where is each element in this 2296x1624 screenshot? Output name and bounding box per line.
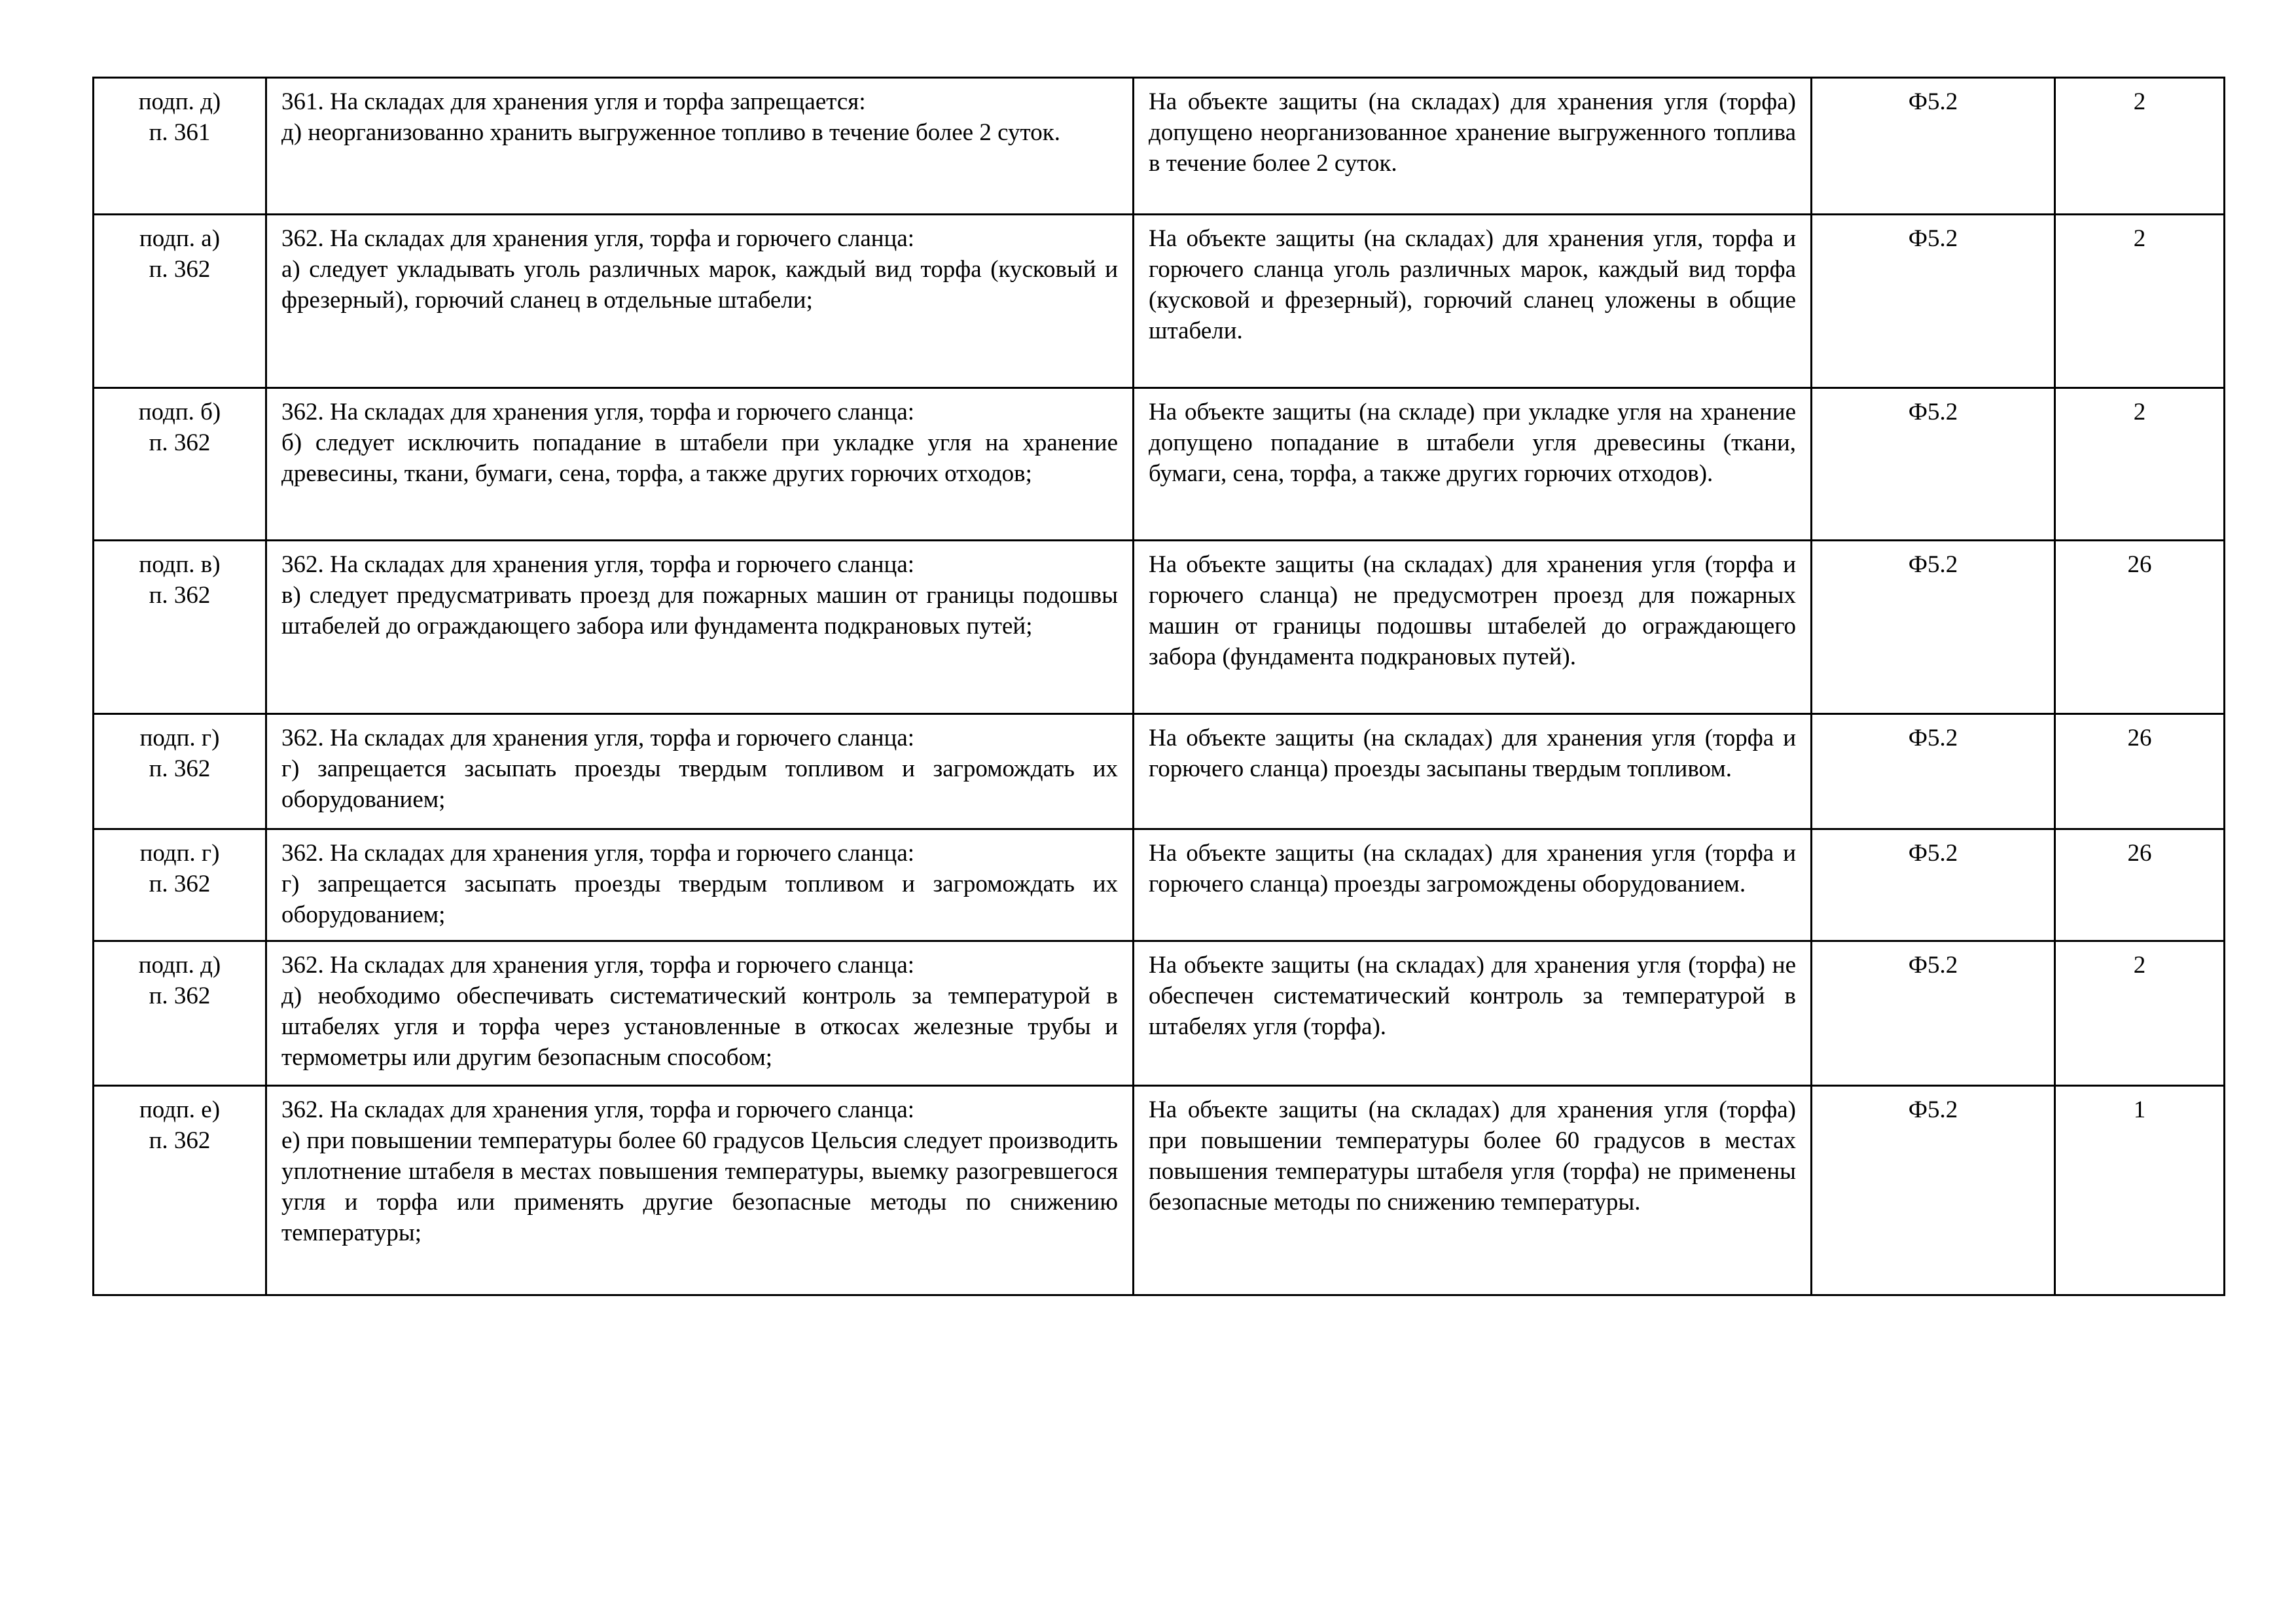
count-cell: 1: [2055, 1086, 2225, 1295]
clause-ref-cell: подп. д) п. 362: [94, 941, 266, 1086]
code-cell: Ф5.2: [1812, 388, 2055, 541]
requirement-cell: 361. На складах для хранения угля и торфа запрещается: д) неорганизованно хранить выгруженное топливо в течение более 2 суток.: [266, 78, 1134, 215]
table-row: [94, 714, 2225, 829]
violation-cell: На объекте защиты (на складах) для хранения угля (торфа и горючего сланца) проезды засыпаны твердым топливом.: [1134, 714, 1812, 829]
violation-cell: На объекте защиты (на складах) для хранения угля (торфа) допущено неорганизованное хранение выгруженного топлива в течение более 2 суток.: [1134, 78, 1812, 215]
count-cell: 2: [2055, 215, 2225, 388]
clause-ref-cell: подп. д) п. 361: [94, 78, 266, 215]
count-cell: 2: [2055, 388, 2225, 541]
requirements-table: [92, 77, 2225, 1296]
code-cell: Ф5.2: [1812, 829, 2055, 941]
clause-ref-cell: подп. в) п. 362: [94, 541, 266, 714]
clause-ref-cell: подп. б) п. 362: [94, 388, 266, 541]
clause-ref-cell: подп. г) п. 362: [94, 829, 266, 941]
table-row: [94, 388, 2225, 541]
table-row: [94, 829, 2225, 941]
requirement-cell: 362. На складах для хранения угля, торфа и горючего сланца: д) необходимо обеспечивать систематический контроль за температурой в штабелях угля и торфа через установленные в откосах железные трубы и термометры или другим безопасным способом;: [266, 941, 1134, 1086]
code-cell: Ф5.2: [1812, 541, 2055, 714]
count-cell: 26: [2055, 829, 2225, 941]
clause-ref-cell: подп. г) п. 362: [94, 714, 266, 829]
code-cell: Ф5.2: [1812, 714, 2055, 829]
clause-ref-cell: подп. е) п. 362: [94, 1086, 266, 1295]
code-cell: Ф5.2: [1812, 1086, 2055, 1295]
count-cell: 2: [2055, 78, 2225, 215]
requirement-cell: 362. На складах для хранения угля, торфа и горючего сланца: а) следует укладывать уголь различных марок, каждый вид торфа (кусковый и фрезерный), горючий сланец в отдельные штабели;: [266, 215, 1134, 388]
table-row: [94, 941, 2225, 1086]
violation-cell: На объекте защиты (на складах) для хранения угля (торфа и горючего сланца) не предусмотрен проезд для пожарных машин от границы подошвы штабелей до ограждающего забора (фундамента подкрановых путей).: [1134, 541, 1812, 714]
violation-cell: На объекте защиты (на складах) для хранения угля, торфа и горючего сланца уголь различных марок, каждый вид торфа (кусковой и фрезерный), горючий сланец уложены в общие штабели.: [1134, 215, 1812, 388]
requirement-cell: 362. На складах для хранения угля, торфа и горючего сланца: б) следует исключить попадание в штабели при укладке угля на хранение древесины, ткани, бумаги, сена, торфа, а также других горючих отходов;: [266, 388, 1134, 541]
code-cell: Ф5.2: [1812, 215, 2055, 388]
count-cell: 2: [2055, 941, 2225, 1086]
table-row: [94, 541, 2225, 714]
requirement-cell: 362. На складах для хранения угля, торфа и горючего сланца: в) следует предусматривать проезд для пожарных машин от границы подошвы штабелей до ограждающего забора или фундамента подкрановых путей;: [266, 541, 1134, 714]
count-cell: 26: [2055, 541, 2225, 714]
violation-cell: На объекте защиты (на складах) для хранения угля (торфа) не обеспечен систематический контроль за температурой в штабелях угля (торфа).: [1134, 941, 1812, 1086]
violation-cell: На объекте защиты (на складах) для хранения угля (торфа и горючего сланца) проезды загромождены оборудованием.: [1134, 829, 1812, 941]
count-cell: 26: [2055, 714, 2225, 829]
clause-ref-cell: подп. а) п. 362: [94, 215, 266, 388]
table-row: [94, 1086, 2225, 1295]
code-cell: Ф5.2: [1812, 78, 2055, 215]
table-row: [94, 215, 2225, 388]
violation-cell: На объекте защиты (на складах) для хранения угля (торфа) при повышении температуры более 60 градусов в местах повышения температуры штабеля угля (торфа) не применены безопасные методы по снижению температуры.: [1134, 1086, 1812, 1295]
requirement-cell: 362. На складах для хранения угля, торфа и горючего сланца: г) запрещается засыпать проезды твердым топливом и загромождать их оборудованием;: [266, 714, 1134, 829]
code-cell: Ф5.2: [1812, 941, 2055, 1086]
violation-cell: На объекте защиты (на складе) при укладке угля на хранение допущено попадание в штабели угля древесины (ткани, бумаги, сена, торфа, а также других горючих отходов).: [1134, 388, 1812, 541]
table-row: [94, 78, 2225, 215]
requirement-cell: 362. На складах для хранения угля, торфа и горючего сланца: г) запрещается засыпать проезды твердым топливом и загромождать их оборудованием;: [266, 829, 1134, 941]
requirement-cell: 362. На складах для хранения угля, торфа и горючего сланца: е) при повышении температуры более 60 градусов Цельсия следует производить уплотнение штабеля в местах повышения температуры, выемку разогревшегося угля и торфа или применять другие безопасные методы по снижению температуры;: [266, 1086, 1134, 1295]
